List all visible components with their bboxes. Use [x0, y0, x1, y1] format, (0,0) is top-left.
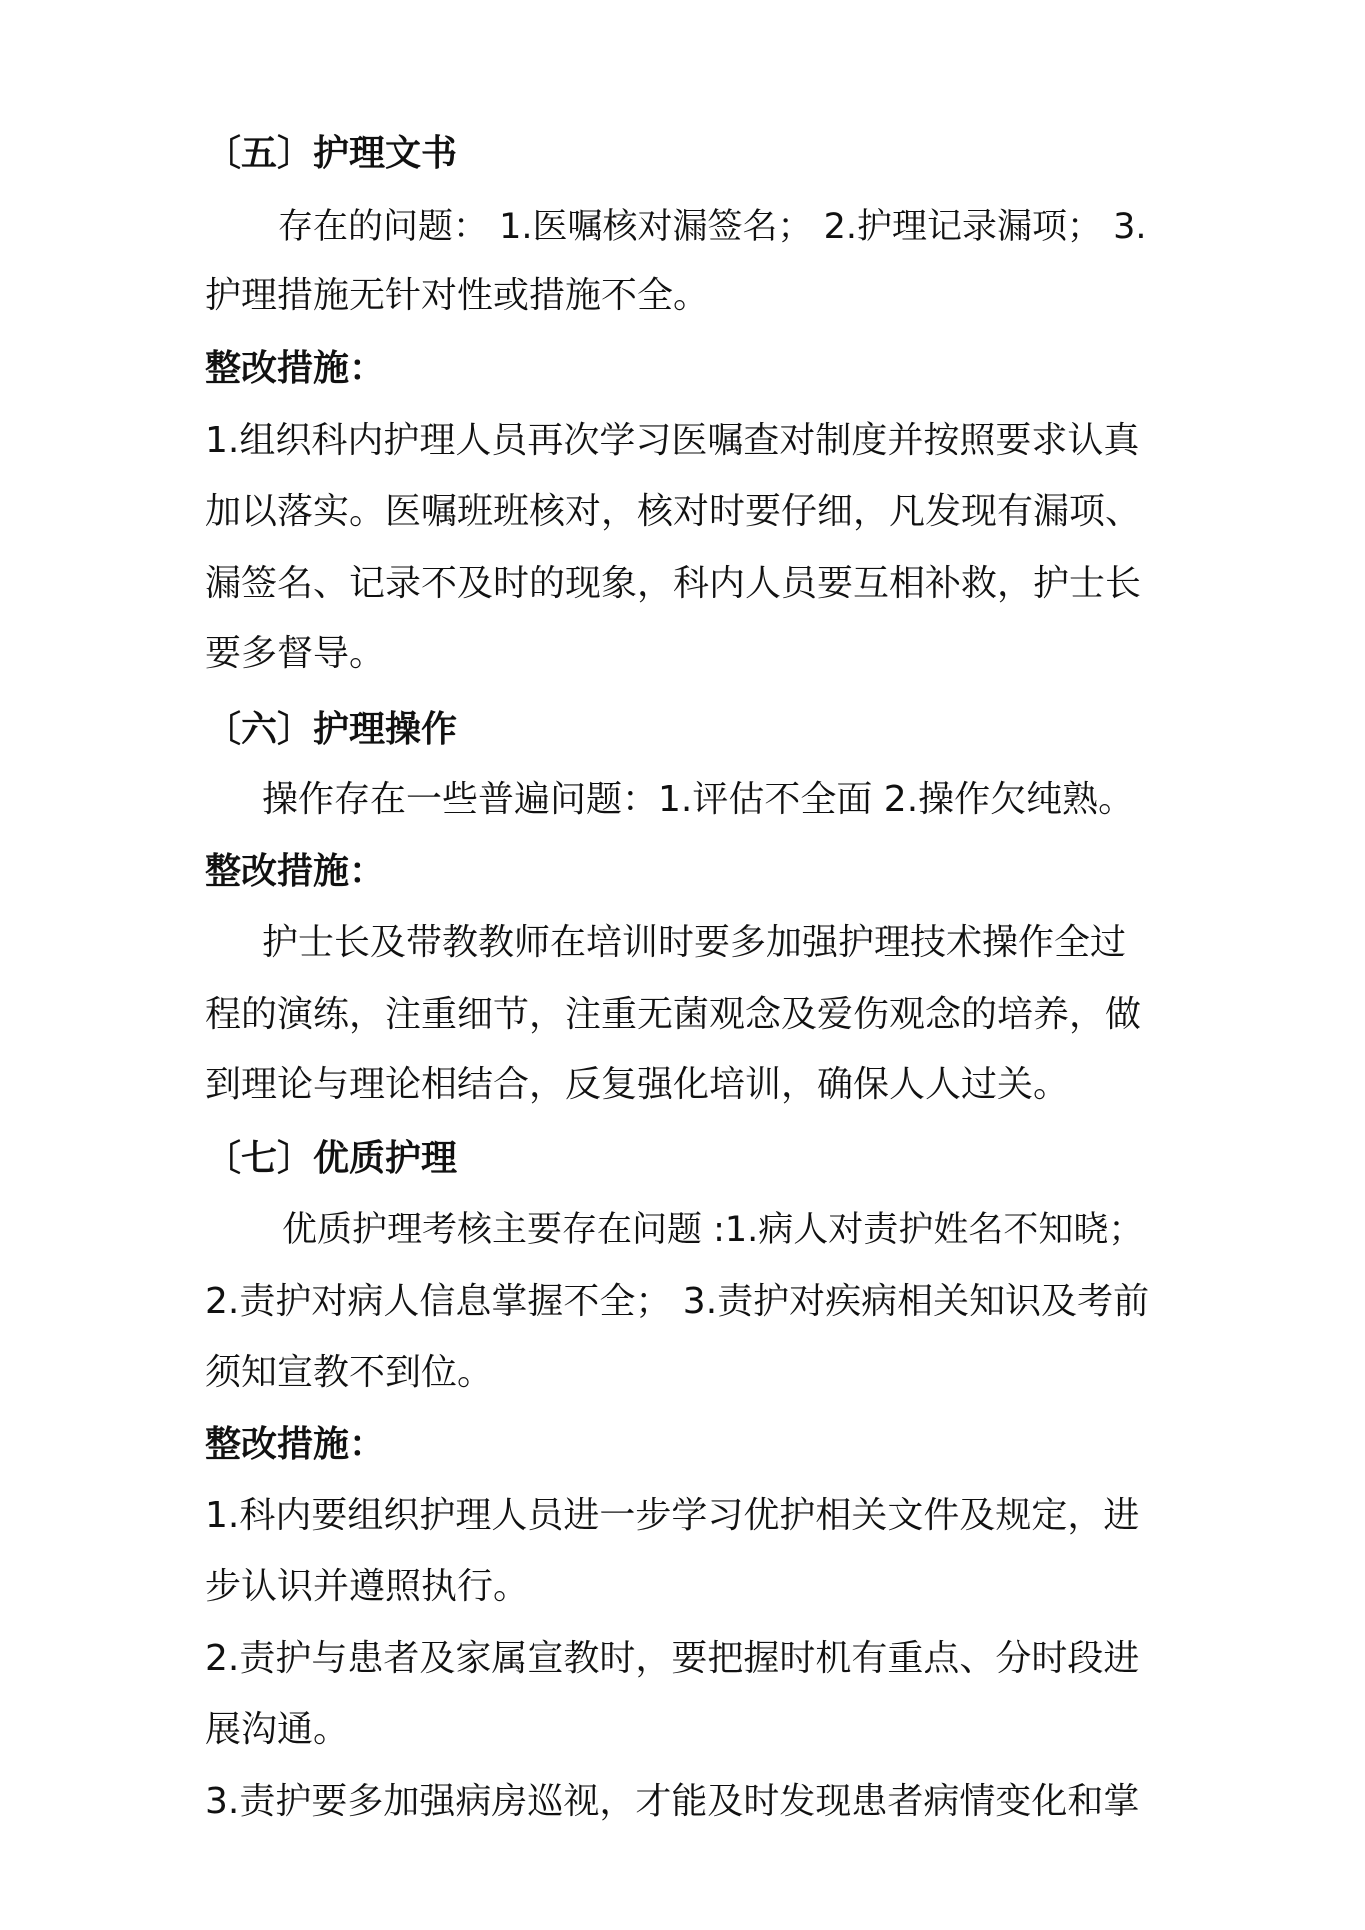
measure-line: 要多督导。 [205, 633, 386, 674]
measure-line: 护士长及带教教师在培训时要多加强护理技术操作全过 [262, 922, 1127, 963]
measure-line: 加以落实。医嘱班班核对，核对时要仔细，凡发现有漏项、 [205, 491, 1142, 532]
measure-line: 漏签名、记录不及时的现象，科内人员要互相补救，护士长 [205, 563, 1142, 604]
problem-line: 操作存在一些普遍问题：1.评估不全面 2.操作欠纯熟。 [262, 779, 1135, 820]
section-heading-6: 〔六〕护理操作 [205, 709, 458, 750]
problem-line: 2.责护对病人信息掌握不全； 3.责护对疾病相关知识及考前 [205, 1281, 1150, 1322]
measure-line: 到理论与理论相结合，反复强化培训，确保人人过关。 [205, 1064, 1070, 1105]
section-heading-5: 〔五〕护理文书 [205, 133, 458, 174]
problem-line: 护理措施无针对性或措施不全。 [205, 275, 710, 316]
measure-line: 1.组织科内护理人员再次学习医嘱查对制度并按照要求认真 [205, 420, 1140, 461]
section-heading-7: 〔七〕优质护理 [205, 1138, 458, 1179]
problem-line: 优质护理考核主要存在问题 :1.病人对责护姓名不知晓； [282, 1210, 1144, 1250]
measure-line: 2.责护与患者及家属宣教时，要把握时机有重点、分时段进 [205, 1638, 1140, 1679]
measures-heading: 整改措施： [205, 851, 386, 892]
measures-heading: 整改措施： [205, 348, 386, 389]
measure-line: 步认识并遵照执行。 [205, 1566, 530, 1607]
measure-line: 程的演练，注重细节，注重无菌观念及爱伤观念的培养，做 [205, 994, 1142, 1035]
measure-line: 1.科内要组织护理人员进一步学习优护相关文件及规定，进 [205, 1495, 1140, 1536]
problem-line: 须知宣教不到位。 [205, 1352, 494, 1393]
measure-line: 展沟通。 [205, 1709, 350, 1750]
measure-line: 3.责护要多加强病房巡视，才能及时发现患者病情变化和掌 [205, 1781, 1140, 1822]
measures-heading: 整改措施： [205, 1424, 386, 1465]
problem-line: 存在的问题： 1.医嘱核对漏签名； 2.护理记录漏项； 3. [278, 207, 1147, 247]
